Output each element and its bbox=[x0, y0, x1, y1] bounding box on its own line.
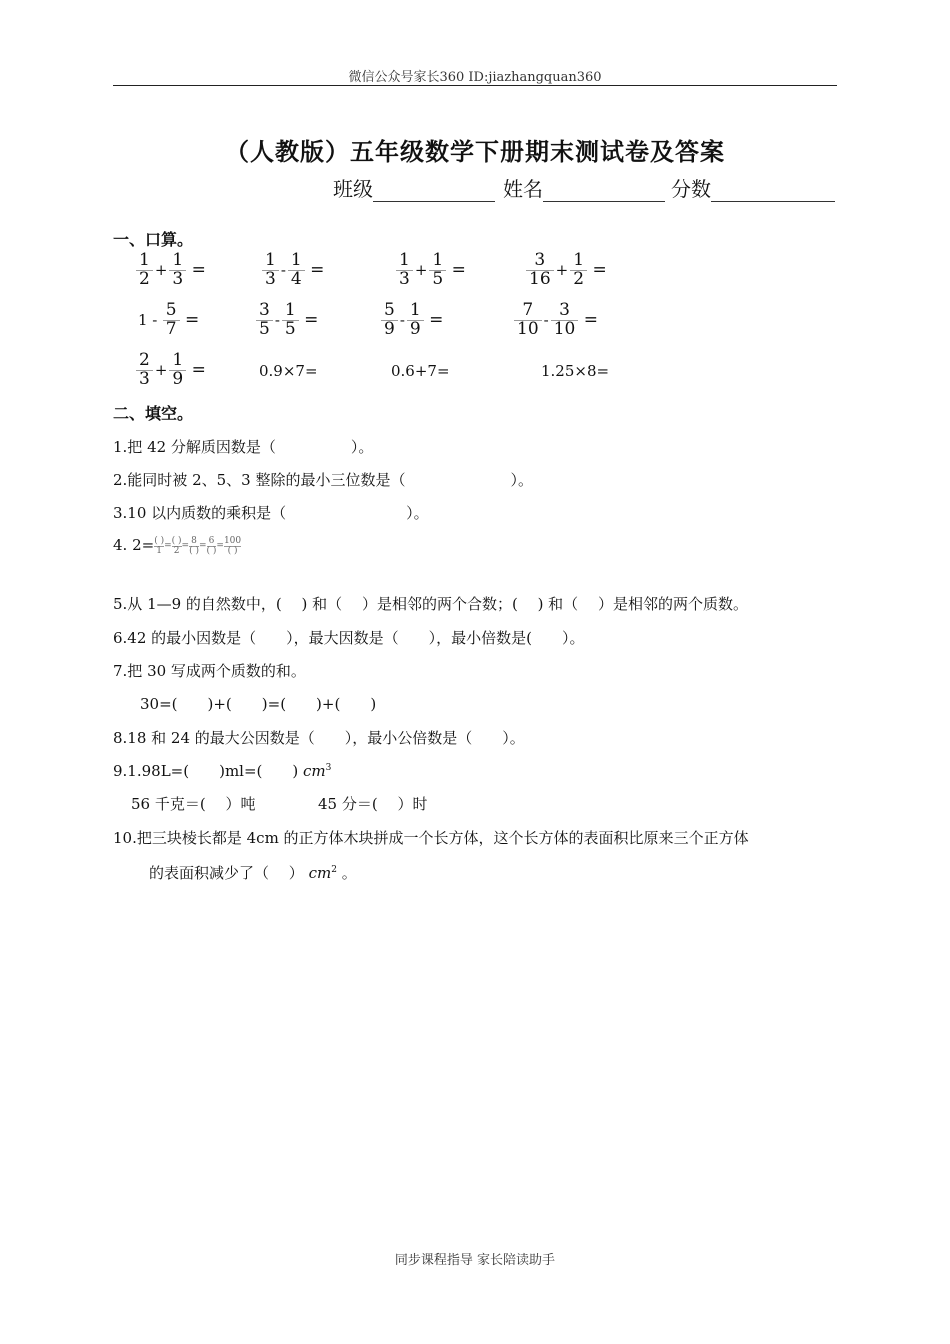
score-field bbox=[671, 173, 835, 202]
square-centimeter-unit: cm bbox=[308, 864, 332, 882]
class-label: 班级 bbox=[333, 177, 373, 201]
oral-problem: $\frac{1}{3}$ - $\frac{1}{4}$ = bbox=[262, 252, 324, 289]
question-9-line-2a: 56 千克＝( ）吨 bbox=[131, 795, 256, 813]
question-10: 10.把三块棱长都是 4cm 的正方体木块拼成一个长方体，这个长方体的表面积比原来三个正方体 bbox=[113, 829, 749, 847]
question-8: 8.18 和 24 的最大公因数是（ ），最小公倍数是（ ）。 bbox=[113, 729, 525, 747]
class-field bbox=[333, 173, 495, 202]
question-7: 7.把 30 写成两个质数的和。 bbox=[113, 662, 306, 680]
name-blank[interactable] bbox=[543, 179, 665, 202]
section-oral-heading: 一、口算。 bbox=[113, 230, 194, 249]
question-9-line-2b: 45 分＝( ）时 bbox=[318, 795, 428, 813]
section-fill-heading: 二、填空。 bbox=[113, 404, 194, 423]
name-field bbox=[503, 173, 665, 202]
question-9: 9.1.98L=( )ml=( ) $cm^3$ bbox=[113, 762, 332, 780]
question-2: 2.能同时被 2、5、3 整除的最小三位数是（ ）。 bbox=[113, 471, 533, 489]
question-3: 3.10 以内质数的乘积是（ ）。 bbox=[113, 504, 429, 522]
page-header: 微信公众号家长360 ID:jiazhangquan360 bbox=[348, 70, 602, 85]
oral-problem: $\frac{3}{16}$ + $\frac{1}{2}$ = bbox=[526, 252, 607, 289]
question-10-line-2: 的表面积减少了（ ） $cm^2$ 。 bbox=[149, 864, 357, 882]
oral-problem: $\frac{3}{5}$ - $\frac{1}{5}$ = bbox=[256, 302, 318, 339]
oral-problem: 1 - $\frac{5}{7}$ = bbox=[138, 300, 200, 339]
oral-problem: $\frac{5}{9}$ - $\frac{1}{9}$ = bbox=[381, 302, 443, 339]
question-5: 5.从 1—9 的自然数中，( ) 和（ ）是相邻的两个合数；( ) 和（ ）是相邻的两个质数。 bbox=[113, 595, 748, 613]
oral-problem: $\frac{7}{10}$ - $\frac{3}{10}$ = bbox=[514, 302, 598, 339]
question-1: 1.把 42 分解质因数是（ ）。 bbox=[113, 438, 374, 456]
page-footer: 同步课程指导 家长陪读助手 bbox=[394, 1253, 556, 1268]
name-label: 姓名 bbox=[503, 177, 543, 201]
question-6: 6.42 的最小因数是（ ），最大因数是（ ），最小倍数是( ）。 bbox=[113, 629, 585, 647]
oral-problem: 0.9×7= bbox=[259, 362, 318, 380]
score-label: 分数 bbox=[671, 177, 711, 201]
oral-problem: 0.6+7= bbox=[391, 362, 450, 380]
question-4: 4. 2= $\frac{( )}{1}$ = $\frac{( )}{2}$ = $\frac{8}{( )}$ = $\frac{6}{( )}$ = $\frac{100}{( )}$ bbox=[113, 535, 242, 556]
page-title: （人教版）五年级数学下册期末测试卷及答案 bbox=[225, 137, 725, 166]
oral-problem: $\frac{1}{2}$ + $\frac{1}{3}$ = bbox=[136, 252, 206, 289]
cubic-centimeter-unit: cm bbox=[303, 762, 326, 780]
question-7-answer-line: 30=( )+( )=( )+( ) bbox=[140, 695, 377, 713]
score-blank[interactable] bbox=[711, 179, 835, 202]
header-divider bbox=[113, 85, 837, 86]
oral-problem: 1.25×8= bbox=[541, 362, 610, 380]
oral-problem: $\frac{1}{3}$ + $\frac{1}{5}$ = bbox=[396, 252, 466, 289]
oral-problem: $\frac{2}{3}$ + $\frac{1}{9}$ = bbox=[136, 352, 206, 389]
class-blank[interactable] bbox=[373, 179, 495, 202]
